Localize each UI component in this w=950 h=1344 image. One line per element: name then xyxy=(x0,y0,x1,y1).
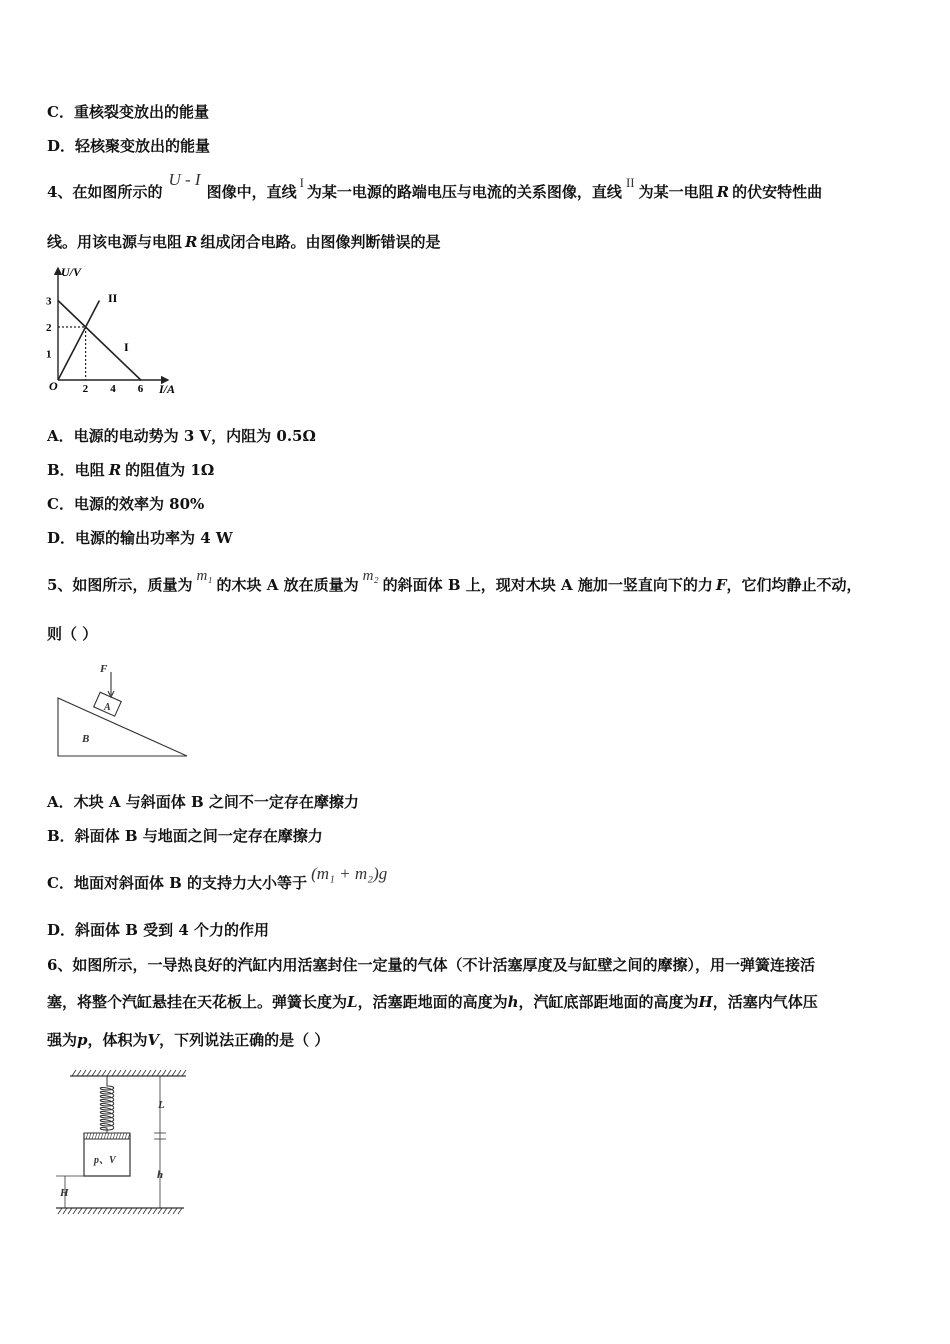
hatch-mark xyxy=(138,1208,142,1214)
q5-stem-line2: 则（ ） xyxy=(47,625,98,643)
q6-stem-line3 xyxy=(47,1030,329,1050)
q4-ui-graph xyxy=(44,262,194,398)
q5-stem-text: 的斜面体 B 上，现对木块 A 施加一竖直向下的力 xyxy=(382,576,713,594)
hatch-mark xyxy=(93,1208,97,1214)
q4-ui-math: U - I xyxy=(168,170,201,189)
hatch-mark xyxy=(157,1070,161,1076)
hatch-mark xyxy=(163,1208,167,1214)
q3-option-d: D．轻核聚变放出的能量 xyxy=(47,137,211,155)
hatch-mark xyxy=(133,1208,137,1214)
hatch-mark xyxy=(72,1070,76,1076)
hatch-mark xyxy=(63,1208,67,1214)
hatch-mark xyxy=(127,1070,131,1076)
q6-stem-text: 塞，将整个汽缸悬挂在天花板上。弹簧长度为 xyxy=(47,993,348,1011)
q6-stem-text: 强为 xyxy=(47,1031,78,1049)
hatch-mark xyxy=(102,1070,106,1076)
hatch-mark xyxy=(123,1208,127,1214)
hatch-mark xyxy=(112,1070,116,1076)
y-axis-label: U/V xyxy=(61,265,82,279)
hatch-mark xyxy=(83,1208,87,1214)
q6-bigh-symbol: H xyxy=(698,993,713,1011)
q6-cylinder-figure xyxy=(50,1064,195,1216)
incline-body-b xyxy=(58,698,187,756)
q4-stem-text: 组成闭合电路。由图像判断错误的是 xyxy=(200,233,441,251)
q6-stem-text: ，汽缸底部距地面的高度为 xyxy=(518,993,699,1011)
hatch-mark xyxy=(103,1208,107,1214)
q4-option-d: D．电源的输出功率为 4 W xyxy=(47,529,233,547)
q6-stem-text: ，活塞距地面的高度为 xyxy=(357,993,508,1011)
x-tick-label: 2 xyxy=(82,383,89,395)
label-bigh: H xyxy=(60,1187,69,1199)
q6-stem-line2 xyxy=(47,992,818,1012)
q4-stem-text: 为某一电源的路端电压与电流的关系图像，直线 xyxy=(306,183,622,201)
spring xyxy=(100,1076,114,1133)
q4-r-symbol: R xyxy=(716,183,730,201)
body-b-label: B xyxy=(82,733,90,745)
block-a-label: A xyxy=(104,702,111,713)
q4-option-b-text: B．电阻 xyxy=(47,461,105,479)
hatch-mark xyxy=(182,1070,186,1076)
hatch-mark xyxy=(58,1208,62,1214)
hatch-mark xyxy=(137,1070,141,1076)
y-tick-label: 3 xyxy=(46,295,52,308)
q4-option-b xyxy=(47,460,214,480)
hatch-mark xyxy=(142,1070,146,1076)
q5-incline-figure xyxy=(55,658,195,762)
hatch-mark xyxy=(87,1070,91,1076)
x-axis-label: I/A xyxy=(159,382,176,396)
hatch-mark xyxy=(143,1208,147,1214)
hatch-mark xyxy=(97,1070,101,1076)
q4-stem-text: 的伏安特性曲 xyxy=(732,183,823,201)
q5-m1-math: m₁ xyxy=(196,568,213,584)
q6-l-symbol: L xyxy=(347,993,358,1011)
q4-stem-line1 xyxy=(47,170,823,203)
hatch-mark xyxy=(132,1070,136,1076)
ceiling-hatch xyxy=(72,1070,186,1076)
label-h: h xyxy=(157,1169,164,1181)
q5-option-d: D．斜面体 B 受到 4 个力的作用 xyxy=(47,921,270,939)
q6-stem-text: ，活塞内气体压 xyxy=(712,993,818,1011)
q5-stem-text: 的木块 A 放在质量为 xyxy=(216,576,359,594)
q4-line1-symbol: I xyxy=(299,175,304,190)
origin-label: O xyxy=(49,379,58,393)
hatch-mark xyxy=(118,1208,122,1214)
hatch-mark xyxy=(108,1208,112,1214)
hatch-mark xyxy=(177,1070,181,1076)
hatch-mark xyxy=(68,1208,72,1214)
q5-option-c-math: (m₁ + m₂)g xyxy=(311,864,388,883)
hatch-mark xyxy=(172,1070,176,1076)
q5-option-c xyxy=(47,864,388,893)
hatch-mark xyxy=(92,1070,96,1076)
q5-m2-math: m₂ xyxy=(362,568,379,584)
hatch-mark xyxy=(117,1070,121,1076)
line2-graph-label: II xyxy=(108,291,118,305)
label-l: L xyxy=(158,1099,165,1111)
hatch-mark xyxy=(168,1208,172,1214)
q6-h-symbol: h xyxy=(507,993,519,1011)
y-tick-label: 1 xyxy=(46,348,52,361)
line1-graph-label: I xyxy=(124,340,129,354)
q5-stem-text: 5、如图所示，质量为 xyxy=(47,576,193,594)
q5-stem-text: ，它们均静止不动， xyxy=(726,576,862,594)
q4-option-c: C．电源的效率为 80% xyxy=(47,495,205,513)
hatch-mark xyxy=(73,1208,77,1214)
force-label: F xyxy=(100,663,108,675)
q6-stem-line1: 6、如图所示，一导热良好的汽缸内用活塞封住一定量的气体（不计活塞厚度及与缸壁之间的摩擦），用一弹簧连接活 xyxy=(47,956,815,974)
q5-stem-line1 xyxy=(47,568,862,596)
x-tick-label: 6 xyxy=(137,383,144,395)
q4-stem-text: 线。用该电源与电阻 xyxy=(47,233,183,251)
hatch-mark xyxy=(162,1070,166,1076)
q4-line2-symbol: II xyxy=(625,175,635,190)
q4-option-b-r: R xyxy=(108,461,122,479)
hatch-mark xyxy=(153,1208,157,1214)
y-tick-label: 2 xyxy=(46,322,52,334)
q5-option-b: B．斜面体 B 与地面之间一定存在摩擦力 xyxy=(47,827,323,845)
hatch-mark xyxy=(128,1208,132,1214)
q6-v-symbol: V xyxy=(147,1031,160,1049)
ground-hatch xyxy=(58,1208,182,1214)
hatch-mark xyxy=(173,1208,177,1214)
hatch-mark xyxy=(147,1070,151,1076)
q4-stem-line2 xyxy=(47,232,441,252)
hatch-mark xyxy=(98,1208,102,1214)
x-tick-label: 4 xyxy=(110,383,116,395)
hatch-mark xyxy=(158,1208,162,1214)
gas-label: p、V xyxy=(94,1155,116,1166)
hatch-mark xyxy=(152,1070,156,1076)
q5-option-a: A．木块 A 与斜面体 B 之间不一定存在摩擦力 xyxy=(47,793,359,811)
hatch-mark xyxy=(77,1070,81,1076)
q6-stem-text: ，下列说法正确的是（ ） xyxy=(159,1031,330,1049)
hatch-mark xyxy=(107,1070,111,1076)
q4-stem-text: 为某一电阻 xyxy=(638,183,714,201)
series-line-ii xyxy=(58,301,99,381)
q4-option-b-text: 的阻值为 1Ω xyxy=(125,461,215,479)
q5-option-c-text: C．地面对斜面体 B 的支持力大小等于 xyxy=(47,874,308,892)
hatch-mark xyxy=(167,1070,171,1076)
q4-option-a: A．电源的电动势为 3 V，内阻为 0.5Ω xyxy=(47,427,316,445)
q6-stem-text: ，体积为 xyxy=(87,1031,148,1049)
hatch-mark xyxy=(148,1208,152,1214)
hatch-mark xyxy=(113,1208,117,1214)
q6-p-symbol: p xyxy=(77,1031,88,1049)
q3-option-c: C．重核裂变放出的能量 xyxy=(47,103,209,121)
q4-stem-text: 图像中，直线 xyxy=(206,183,297,201)
hatch-mark xyxy=(178,1208,182,1214)
hatch-mark xyxy=(78,1208,82,1214)
hatch-mark xyxy=(88,1208,92,1214)
q4-r-symbol: R xyxy=(185,233,198,251)
hatch-mark xyxy=(122,1070,126,1076)
hatch-mark xyxy=(82,1070,86,1076)
q5-force-symbol: F xyxy=(715,576,727,594)
q4-stem-text: 4、在如图所示的 xyxy=(47,183,163,201)
